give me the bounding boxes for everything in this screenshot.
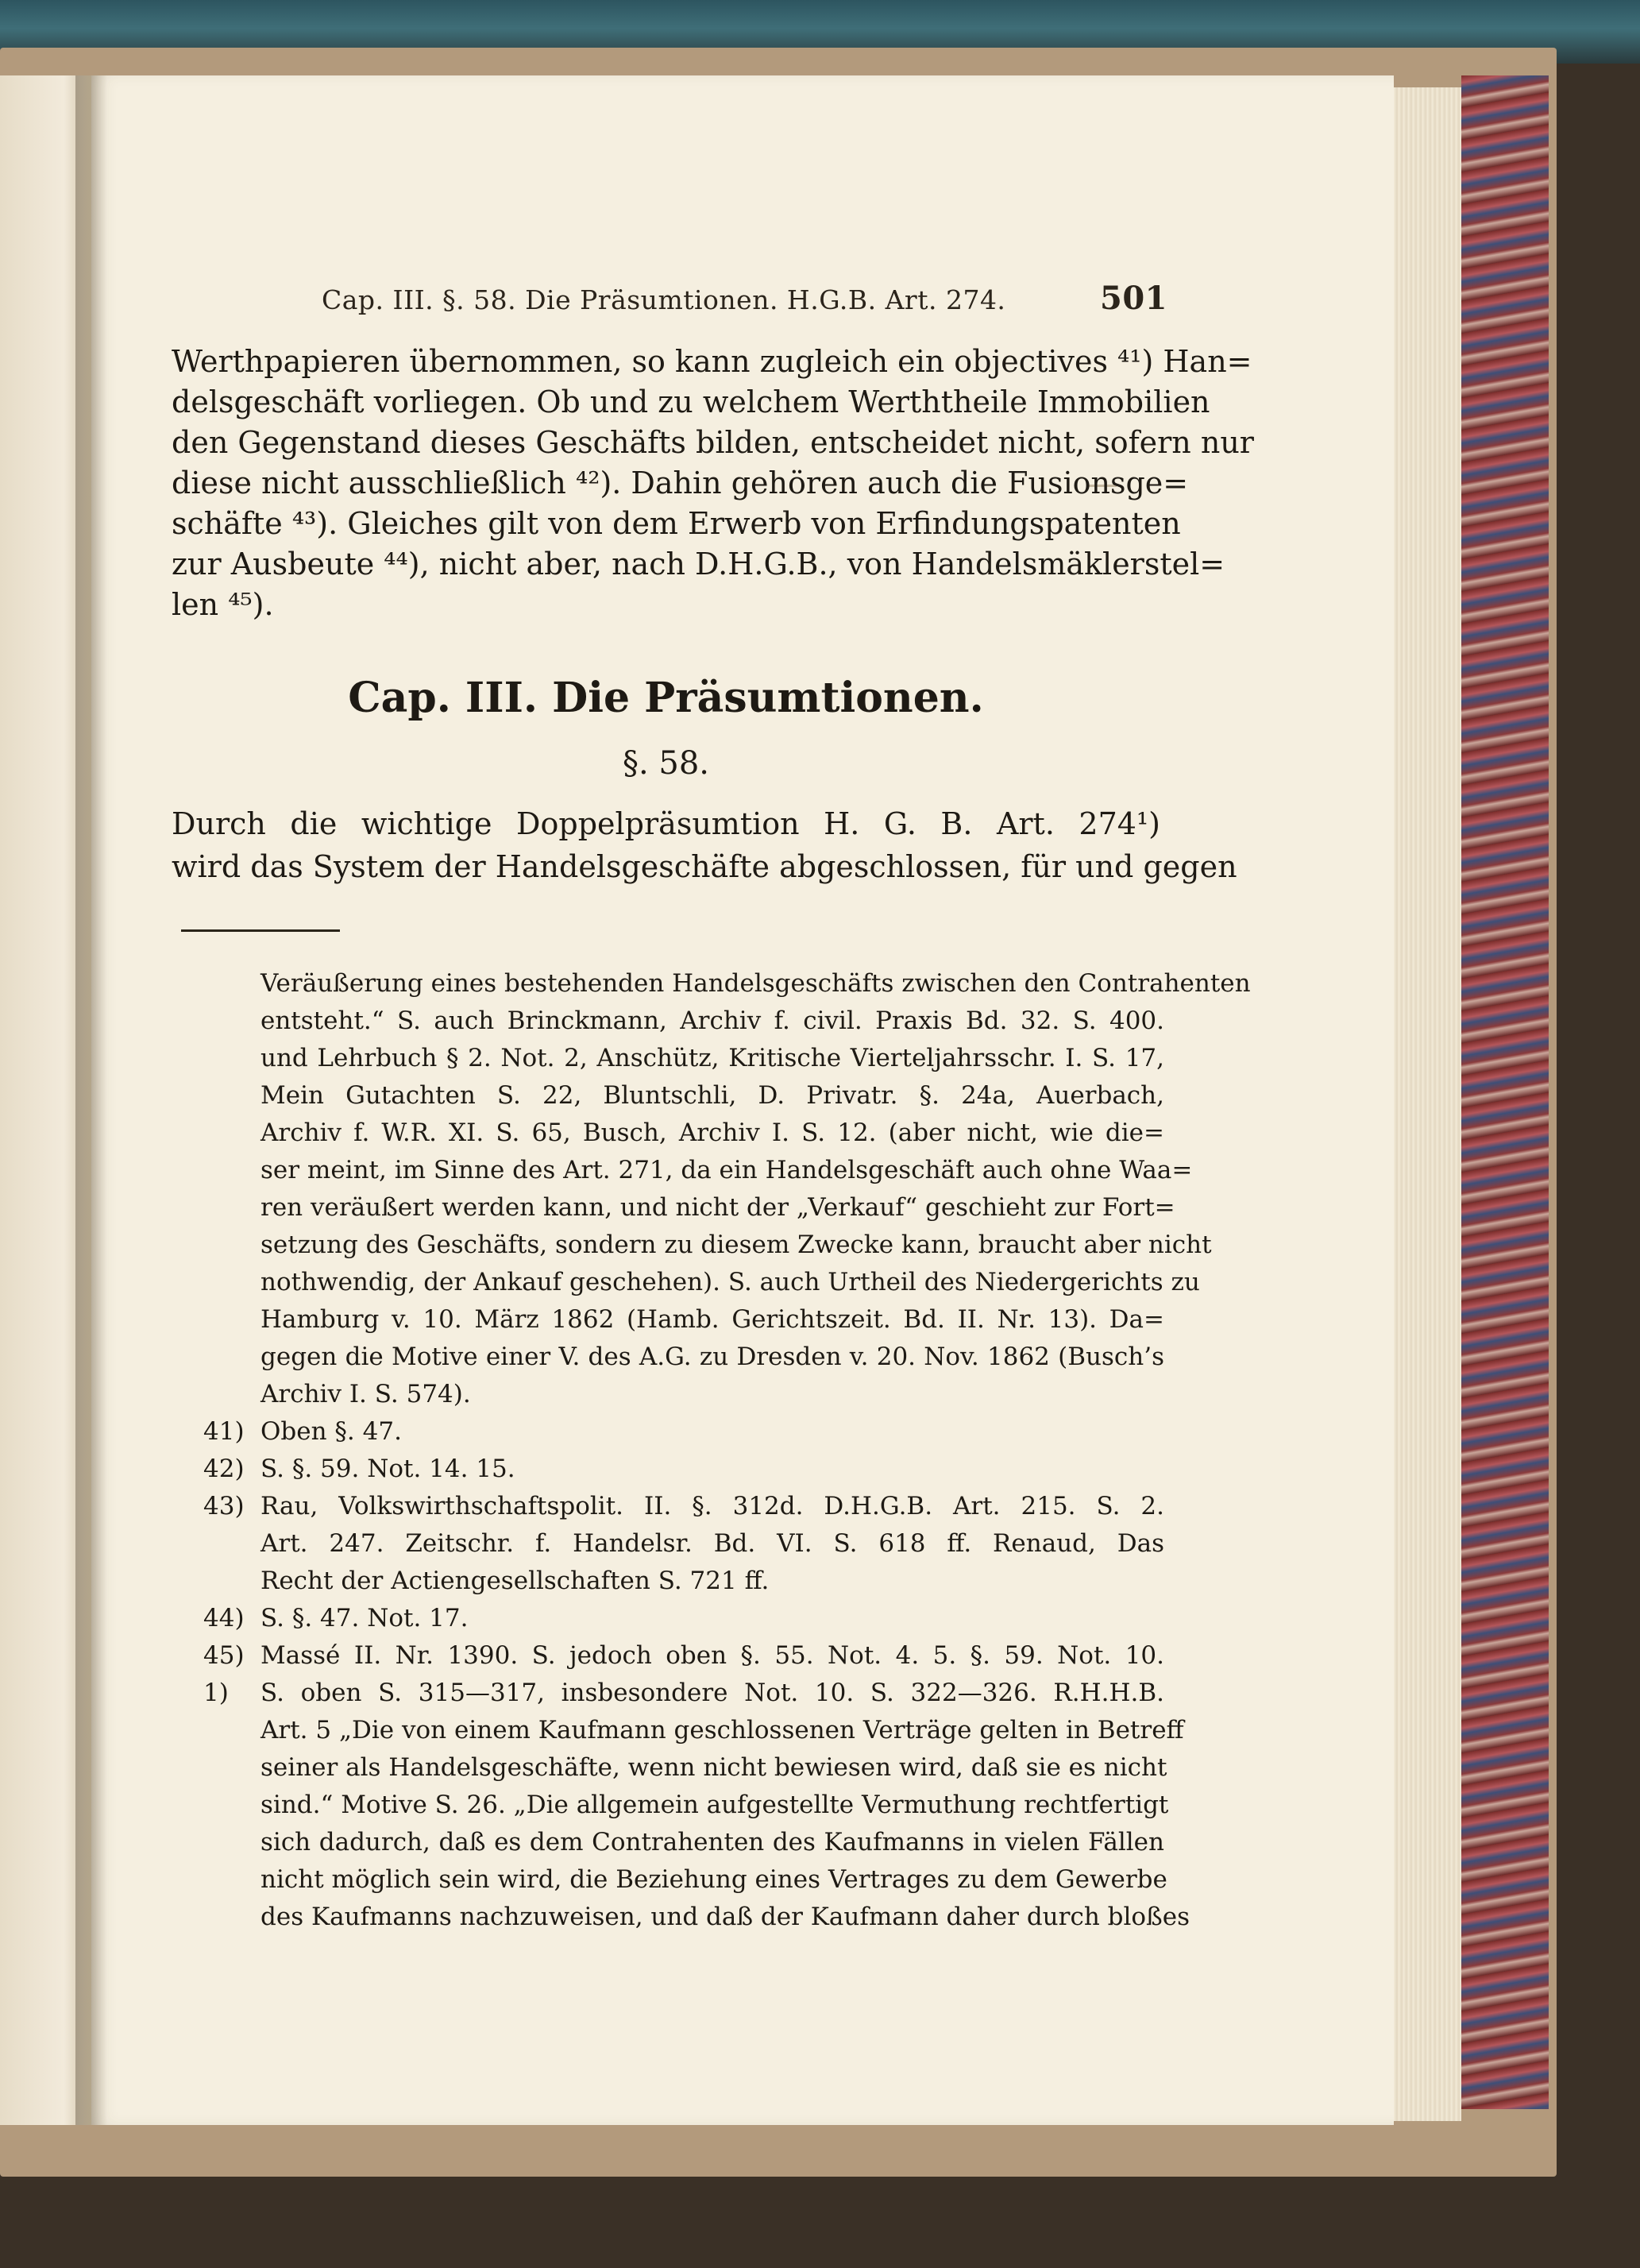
footnote-text: entsteht.“ S. auch Brinckmann, Archiv f. civil. Praxis Bd. 32. S. 400. bbox=[260, 1006, 1164, 1035]
footnote-line bbox=[172, 1115, 1164, 1152]
text-line: Werthpapieren übernommen, so kann zugleich ein objectives ⁴¹) Han= bbox=[172, 344, 1252, 379]
footnote-number: 42) bbox=[203, 1455, 245, 1483]
footnote-line bbox=[172, 1824, 1164, 1861]
marbled-edge bbox=[1461, 75, 1549, 2109]
text-line: len ⁴⁵). bbox=[172, 587, 274, 622]
footnote-number: 44) bbox=[203, 1604, 245, 1632]
footnote-rule bbox=[181, 929, 340, 932]
footnote-line bbox=[172, 1899, 1190, 1936]
footnote-text: Art. 5 „Die von einem Kaufmann geschlossenen Verträge gelten in Betreff bbox=[260, 1716, 1184, 1744]
footnote-line bbox=[172, 1264, 1200, 1301]
footnote-line bbox=[172, 1563, 1164, 1600]
footnote-line bbox=[172, 1637, 1164, 1675]
running-header bbox=[322, 280, 1167, 324]
footnote-text: nothwendig, der Ankauf geschehen). S. auch Urtheil des Niedergerichts zu bbox=[260, 1268, 1200, 1296]
footnote-text: S. §. 59. Not. 14. 15. bbox=[260, 1455, 515, 1483]
footnote-text: ser meint, im Sinne des Art. 271, da ein Handelsgeschäft auch ohne Waa= bbox=[260, 1156, 1193, 1184]
footnote-line bbox=[172, 1227, 1212, 1264]
footnote-line bbox=[172, 1301, 1164, 1339]
footnote-number: 43) bbox=[203, 1492, 245, 1520]
chapter-heading: Cap. III. Die Präsumtionen. bbox=[348, 674, 984, 722]
footnote-line bbox=[172, 1675, 1164, 1712]
intro-paragraph bbox=[172, 342, 1254, 625]
footnote-text: seiner als Handelsgeschäfte, wenn nicht bewiesen wird, daß sie es nicht bbox=[260, 1753, 1167, 1782]
footnote-text: ren veräußert werden kann, und nicht der „Verkauf“ geschieht zur Fort= bbox=[260, 1193, 1175, 1222]
footnote-line bbox=[172, 1040, 1164, 1077]
footnote-text: sich dadurch, daß es dem Contrahenten des Kaufmanns in vielen Fällen bbox=[260, 1828, 1164, 1857]
footnote-text: des Kaufmanns nachzuweisen, und daß der Kaufmann daher durch bloßes bbox=[260, 1903, 1190, 1931]
footnote-text: und Lehrbuch § 2. Not. 2, Anschütz, Kritische Vierteljahrsschr. I. S. 17, bbox=[260, 1044, 1164, 1072]
footnote-text: S. oben S. 315—317, insbesondere Not. 10. S. 322—326. R.H.H.B. bbox=[260, 1679, 1164, 1707]
footnote-line bbox=[172, 1861, 1167, 1899]
footnote-text: Hamburg v. 10. März 1862 (Hamb. Gerichtszeit. Bd. II. Nr. 13). Da= bbox=[260, 1305, 1164, 1334]
footnote-text: Rau, Volkswirthschaftspolit. II. §. 312d. D.H.G.B. Art. 215. S. 2. bbox=[260, 1492, 1164, 1520]
spine-shadow bbox=[75, 75, 107, 2125]
footnote-number: 1) bbox=[203, 1679, 229, 1707]
footnote-text: Art. 247. Zeitschr. f. Handelsr. Bd. VI. S. 618 ff. Renaud, Das bbox=[260, 1529, 1164, 1558]
footnote-line bbox=[172, 1077, 1164, 1115]
footnote-text: Archiv f. W.R. XI. S. 65, Busch, Archiv I. S. 12. (aber nicht, wie die= bbox=[260, 1119, 1164, 1147]
text-line: schäfte ⁴³). Gleiches gilt von dem Erwerb von Erfindungspatenten bbox=[172, 506, 1181, 541]
footnote-line bbox=[172, 1339, 1164, 1376]
footnote-line bbox=[172, 1189, 1175, 1227]
footnote-line bbox=[172, 1749, 1167, 1787]
footnote-number: 41) bbox=[203, 1417, 245, 1446]
footnote-line bbox=[172, 1003, 1164, 1040]
footnote-text: Mein Gutachten S. 22, Bluntschli, D. Privatr. §. 24a, Auerbach, bbox=[260, 1081, 1164, 1110]
page-number: 501 bbox=[1100, 280, 1167, 317]
footnote-line bbox=[172, 1525, 1164, 1563]
footnote-text: sind.“ Motive S. 26. „Die allgemein aufgestellte Vermuthung rechtfertigt bbox=[260, 1791, 1169, 1819]
running-title: Cap. III. §. 58. Die Präsumtionen. H.G.B. Art. 274. bbox=[322, 284, 1006, 315]
footnote-number: 45) bbox=[203, 1641, 245, 1670]
text-line: wird das System der Handelsgeschäfte abgeschlossen, für und gegen bbox=[172, 849, 1237, 884]
footnote-text: S. §. 47. Not. 17. bbox=[260, 1604, 469, 1632]
footnote-line bbox=[172, 1787, 1169, 1824]
footnote-text: Massé II. Nr. 1390. S. jedoch oben §. 55. Not. 4. 5. §. 59. Not. 10. bbox=[260, 1641, 1164, 1670]
footnote-text: Archiv I. S. 574). bbox=[260, 1380, 471, 1408]
footnote-line bbox=[172, 1152, 1193, 1189]
footnote-line bbox=[172, 1600, 1164, 1637]
text-line: den Gegenstand dieses Geschäfts bilden, entscheidet nicht, sofern nur bbox=[172, 425, 1254, 460]
footnote-line bbox=[172, 965, 1251, 1003]
footnote-line bbox=[172, 1712, 1184, 1749]
footnote-text: Veräußerung eines bestehenden Handelsgeschäfts zwischen den Contrahenten bbox=[260, 969, 1251, 998]
footnote-line bbox=[172, 1376, 1164, 1413]
text-line: diese nicht ausschließlich ⁴²). Dahin gehören auch die Fusionsge= bbox=[172, 466, 1189, 500]
text-line: Durch die wichtige Doppelpräsumtion H. G. B. Art. 274¹) bbox=[172, 806, 1160, 841]
footnotes bbox=[172, 965, 1251, 1936]
footnote-line bbox=[172, 1488, 1164, 1525]
footnote-text: Recht der Actiengesellschaften S. 721 ff. bbox=[260, 1567, 770, 1595]
text-line: zur Ausbeute ⁴⁴), nicht aber, nach D.H.G.B., von Handelsmäklerstel= bbox=[172, 547, 1225, 581]
footnote-text: gegen die Motive einer V. des A.G. zu Dresden v. 20. Nov. 1862 (Busch’s bbox=[260, 1343, 1164, 1371]
footnote-line bbox=[172, 1451, 1164, 1488]
section-heading: §. 58. bbox=[622, 745, 710, 782]
footnote-text: setzung des Geschäfts, sondern zu diesem Zwecke kann, braucht aber nicht bbox=[260, 1231, 1212, 1259]
footnote-text: nicht möglich sein wird, die Beziehung eines Vertrages zu dem Gewerbe bbox=[260, 1865, 1167, 1894]
footnote-line bbox=[172, 1413, 1164, 1451]
text-line: delsgeschäft vorliegen. Ob und zu welchem Werththeile Immobilien bbox=[172, 384, 1210, 419]
section-paragraph bbox=[172, 802, 1237, 888]
footnote-text: Oben §. 47. bbox=[260, 1417, 402, 1446]
